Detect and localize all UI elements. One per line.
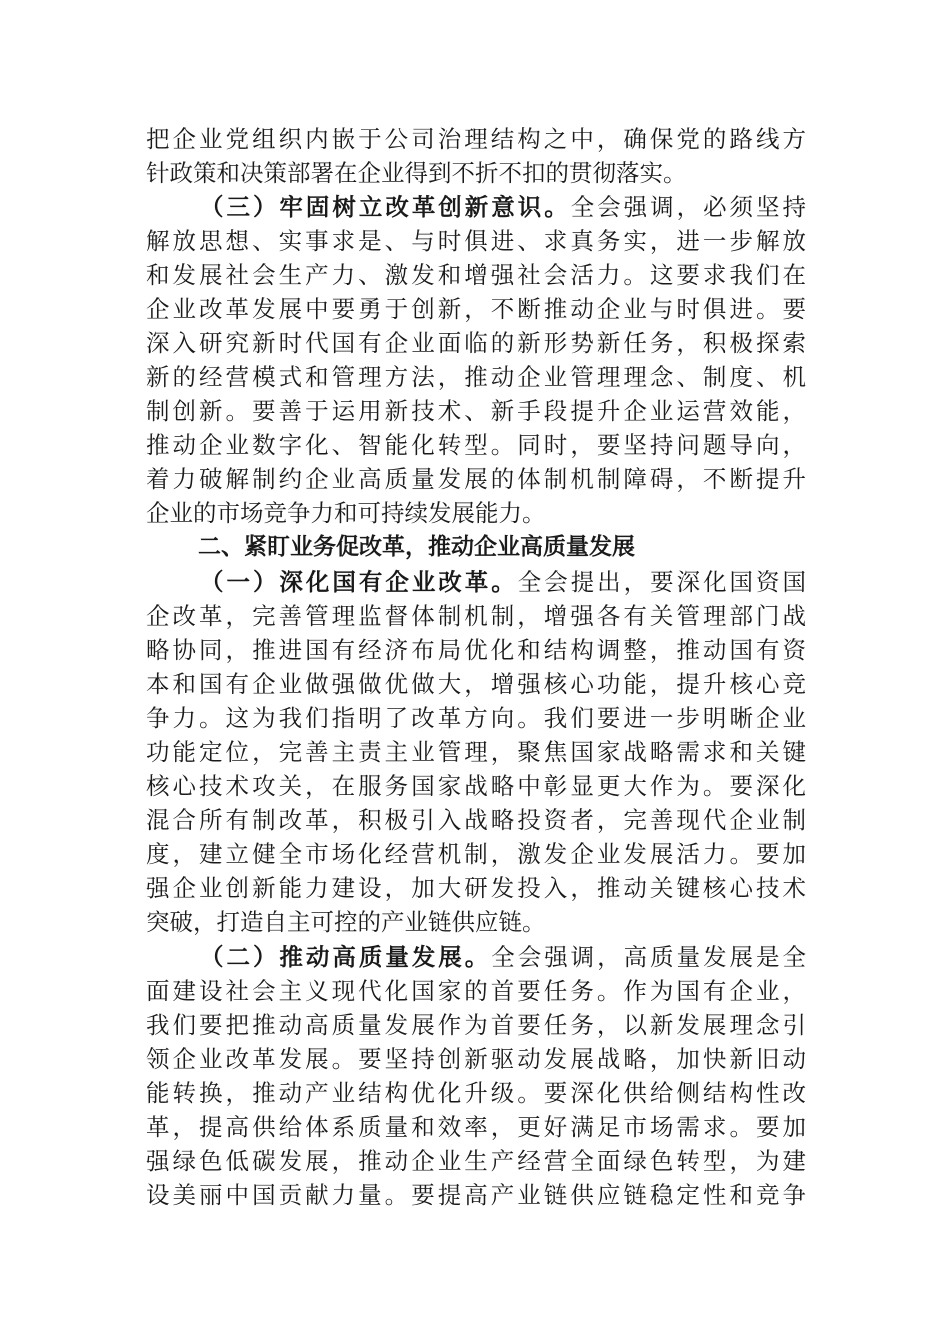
- paragraph-lead-rest: 全会强调，必须坚持: [570, 193, 806, 221]
- text-line: 针政策和决策部署在企业得到不折不扣的贯彻落实。: [146, 159, 687, 187]
- paragraph-lead: （一）深化国有企业改革。: [200, 568, 518, 596]
- paragraph-lead: （三）牢固树立改革创新意识。: [200, 193, 571, 221]
- text-line: 功能定位，完善主责主业管理，聚焦国家战略需求和关键: [146, 738, 806, 766]
- text-line: 面建设社会主义现代化国家的首要任务。作为国有企业，: [146, 977, 806, 1005]
- paragraph-first-line: [200, 942, 806, 972]
- text-line: 推动企业数字化、智能化转型。同时，要坚持问题导向，: [146, 431, 806, 459]
- section-heading: 二、紧盯业务促改革，推动企业高质量发展: [198, 534, 635, 560]
- text-line: 革，提高供给体系质量和效率，更好满足市场需求。要加: [146, 1113, 806, 1141]
- text-line: 把企业党组织内嵌于公司治理结构之中，确保党的路线方: [146, 125, 806, 153]
- text-line: 强绿色低碳发展，推动企业生产经营全面绿色转型，为建: [146, 1147, 806, 1175]
- text-line: 企业改革发展中要勇于创新，不断推动企业与时俱进。要: [146, 295, 806, 323]
- paragraph-lead-rest: 全会提出，要深化国资国: [517, 568, 806, 596]
- paragraph-lead: （二）推动高质量发展。: [200, 943, 492, 971]
- text-line: 制创新。要善于运用新技术、新手段提升企业运营效能，: [146, 397, 806, 425]
- text-line: 争力。这为我们指明了改革方向。我们要进一步明晰企业: [146, 704, 806, 732]
- text-line: 略协同，推进国有经济布局优化和结构调整，推动国有资: [146, 636, 806, 664]
- paragraph-lead-rest: 全会强调，高质量发展是全: [491, 943, 806, 971]
- text-line: 强企业创新能力建设，加大研发投入，推动关键核心技术: [146, 874, 806, 902]
- text-line: 能转换，推动产业结构优化升级。要深化供给侧结构性改: [146, 1079, 806, 1107]
- text-line: 设美丽中国贡献力量。要提高产业链供应链稳定性和竞争: [146, 1181, 806, 1209]
- text-line: 度，建立健全市场化经营机制，激发企业发展活力。要加: [146, 840, 806, 868]
- text-line: 混合所有制改革，积极引入战略投资者，完善现代企业制: [146, 806, 806, 834]
- text-line: 着力破解制约企业高质量发展的体制机制障碍，不断提升: [146, 465, 806, 493]
- text-line: 企业的市场竞争力和可持续发展能力。: [146, 499, 546, 527]
- text-line: 突破，打造自主可控的产业链供应链。: [146, 908, 546, 936]
- text-line: 解放思想、实事求是、与时俱进、求真务实，进一步解放: [146, 227, 806, 255]
- text-line: 核心技术攻关，在服务国家战略中彰显更大作为。要深化: [146, 772, 806, 800]
- text-line: 新的经营模式和管理方法，推动企业管理理念、制度、机: [146, 363, 806, 391]
- text-line: 我们要把推动高质量发展作为首要任务，以新发展理念引: [146, 1011, 806, 1039]
- text-line: 和发展社会生产力、激发和增强社会活力。这要求我们在: [146, 261, 806, 289]
- paragraph-first-line: [200, 567, 806, 597]
- text-line: 本和国有企业做强做优做大，增强核心功能，提升核心竞: [146, 670, 806, 698]
- paragraph-first-line: [200, 192, 806, 222]
- text-line: 领企业改革发展。要坚持创新驱动发展战略，加快新旧动: [146, 1045, 806, 1073]
- text-line: 深入研究新时代国有企业面临的新形势新任务，积极探索: [146, 329, 806, 357]
- text-line: 企改革，完善管理监督体制机制，增强各有关管理部门战: [146, 602, 806, 630]
